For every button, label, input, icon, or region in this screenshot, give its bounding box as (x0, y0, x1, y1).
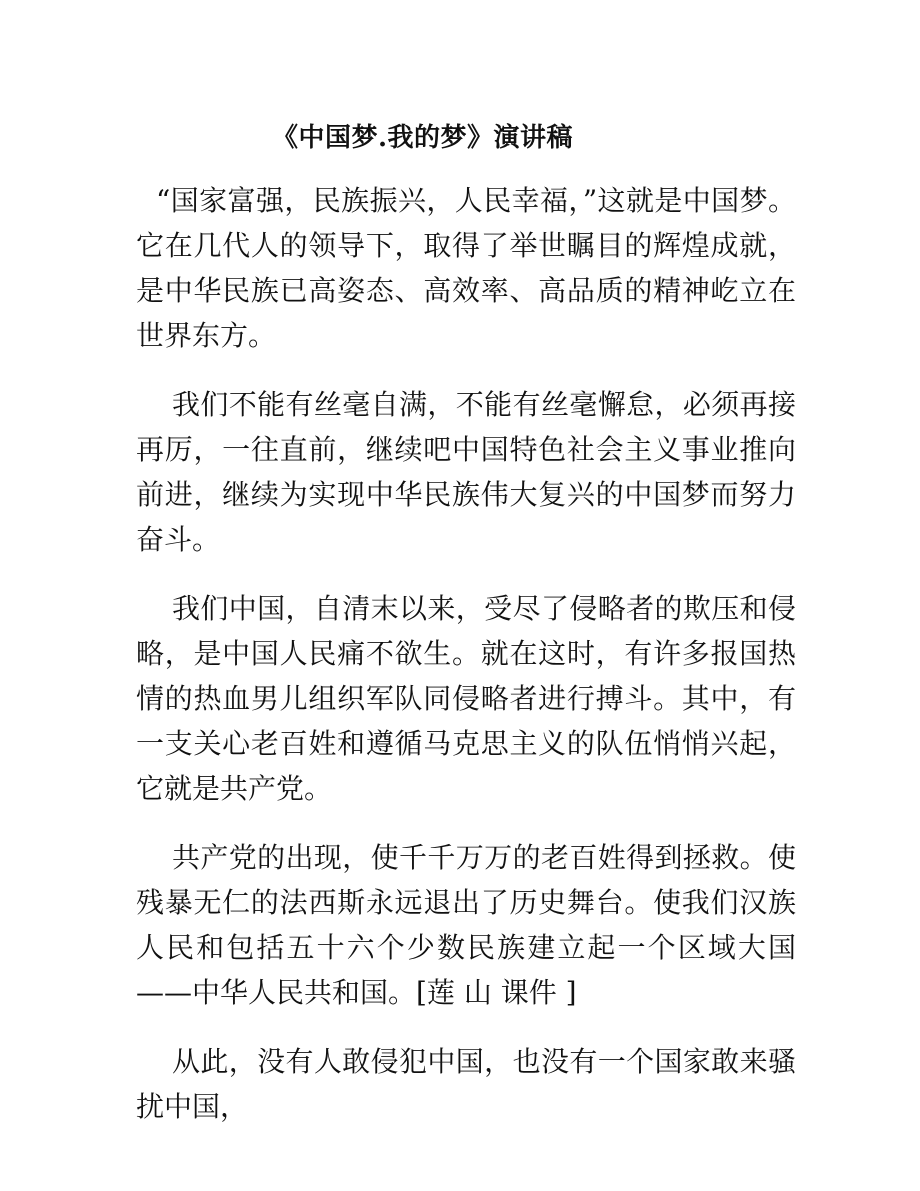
paragraph: 从此，没有人敢侵犯中国，也没有一个国家敢来骚扰中国， (136, 1045, 796, 1123)
paragraph: 我们不能有丝毫自满，不能有丝毫懈怠，必须再接再厉，一往直前，继续吧中国特色社会主义事业推向前进，继续为实现中华民族伟大复兴的中国梦而努力奋斗。 (136, 388, 796, 556)
document-body (136, 178, 796, 1153)
document-title: 《中国梦.我的梦》演讲稿 (272, 123, 574, 153)
paragraph: 共产党的出现，使千千万万的老百姓得到拯救。使残暴无仁的法西斯永远退出了历史舞台。使我们汉族人民和包括五十六个少数民族建立起一个区域大国——中华人民共和国。[莲 山 课件 ] (136, 841, 796, 1009)
paragraph: “国家富强，民族振兴，人民幸福，”这就是中国梦。它在几代人的领导下，取得了举世瞩目的辉煌成就，是中华民族已高姿态、高效率、高品质的精神屹立在世界东方。 (136, 184, 796, 352)
paragraph: 我们中国，自清末以来，受尽了侵略者的欺压和侵略，是中国人民痛不欲生。就在这时，有许多报国热情的热血男儿组织军队同侵略者进行搏斗。其中，有一支关心老百姓和遵循马克思主义的队伍悄悄兴起，它就是共产党。 (136, 592, 796, 805)
